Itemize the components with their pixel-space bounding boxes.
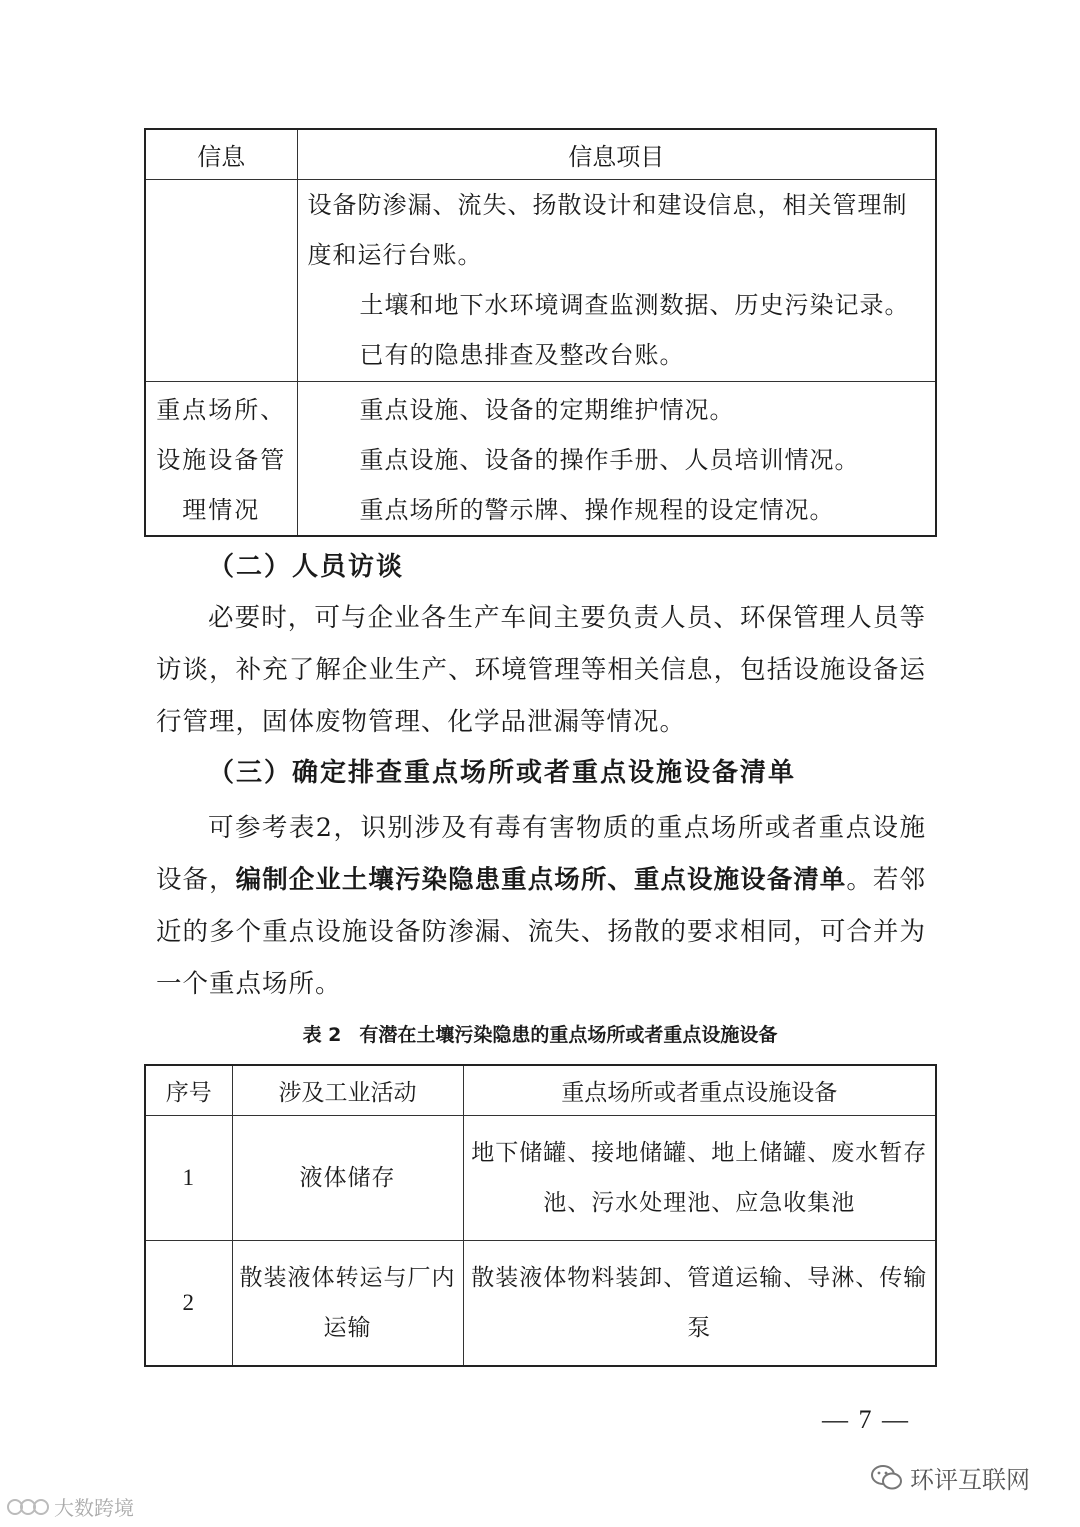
- row-facilities: 地下储罐、接地储罐、地上储罐、废水暂存池、污水处理池、应急收集池: [463, 1116, 936, 1241]
- content-line: 已有的隐患排查及整改台账。: [359, 341, 685, 369]
- info-item-col-header: 信息项目: [297, 129, 936, 180]
- row-content-cell: [297, 382, 936, 537]
- para-emphasis: 编制企业土壤污染隐患重点场所、重点设施设备清单: [235, 865, 847, 895]
- label-line: 设施设备管: [156, 446, 287, 474]
- content-line: 设备防渗漏、流失、扬散设计和建设信息，相关管理制: [307, 191, 908, 219]
- caption-title: 有潜在土壤污染隐患的重点场所或者重点设施设备: [359, 1024, 778, 1046]
- row-number: 2: [145, 1241, 232, 1367]
- row-activity: 液体储存: [232, 1116, 463, 1241]
- content-line: 重点设施、设备的操作手册、人员培训情况。: [359, 446, 860, 474]
- content-line: 土壤和地下水环境调查监测数据、历史污染记录。: [359, 291, 910, 319]
- caption-number: 表 2: [302, 1024, 342, 1046]
- watermark-corner: [6, 1492, 134, 1521]
- table-row: [145, 382, 936, 537]
- info-table-header: [145, 129, 936, 180]
- facility-table-header: [145, 1065, 936, 1116]
- logo-icon: [6, 1496, 50, 1518]
- section-heading-checklist: （三）确定排查重点场所或者重点设施设备清单: [208, 758, 797, 788]
- info-col-header: 信息: [145, 129, 297, 180]
- row-activity: 散装液体转运与厂内运输: [232, 1241, 463, 1367]
- watermark-wechat: [870, 1460, 1030, 1495]
- info-table: [144, 128, 937, 537]
- watermark-text: 环评互联网: [910, 1466, 1030, 1494]
- col-header-activity: 涉及工业活动: [232, 1065, 463, 1116]
- para-text: 可参考表2，识别涉及有毒有害物质的重点场所或者重点设施设备，: [156, 813, 926, 895]
- table-row: [145, 180, 936, 382]
- row-label-cell: [145, 382, 297, 537]
- col-header-facilities: 重点场所或者重点设施设备: [463, 1065, 936, 1116]
- label-line: 理情况: [182, 496, 261, 524]
- table-row: [145, 1241, 936, 1367]
- checklist-paragraph: [156, 802, 926, 1010]
- row-content-cell: [297, 180, 936, 382]
- table-row: [145, 1116, 936, 1241]
- row-label-cell: [145, 180, 297, 382]
- label-line: 重点场所、: [156, 396, 287, 424]
- content-line: 重点场所的警示牌、操作规程的设定情况。: [359, 496, 835, 524]
- wechat-icon: [870, 1464, 904, 1492]
- row-facilities: 散装液体物料装卸、管道运输、导淋、传输泵: [463, 1241, 936, 1367]
- para-text: 。若邻近的多个重点设施设备防渗漏、流失、扬散的要求相同，可合并为一个重点场所。: [156, 865, 926, 999]
- facility-table: [144, 1064, 937, 1367]
- section-heading-interview: （二）人员访谈: [208, 552, 405, 582]
- interview-paragraph: 必要时，可与企业各生产车间主要负责人员、环保管理人员等访谈，补充了解企业生产、环境管理等相关信息，包括设施设备运行管理，固体废物管理、化学品泄漏等情况。: [156, 603, 926, 737]
- table-caption: [0, 1020, 1080, 1047]
- content-line: 重点设施、设备的定期维护情况。: [359, 396, 735, 424]
- page-number: — 7 —: [822, 1405, 910, 1434]
- row-number: 1: [145, 1116, 232, 1241]
- content-line: 度和运行台账。: [307, 241, 483, 269]
- watermark-text: 大数跨境: [54, 1496, 134, 1520]
- col-header-number: 序号: [145, 1065, 232, 1116]
